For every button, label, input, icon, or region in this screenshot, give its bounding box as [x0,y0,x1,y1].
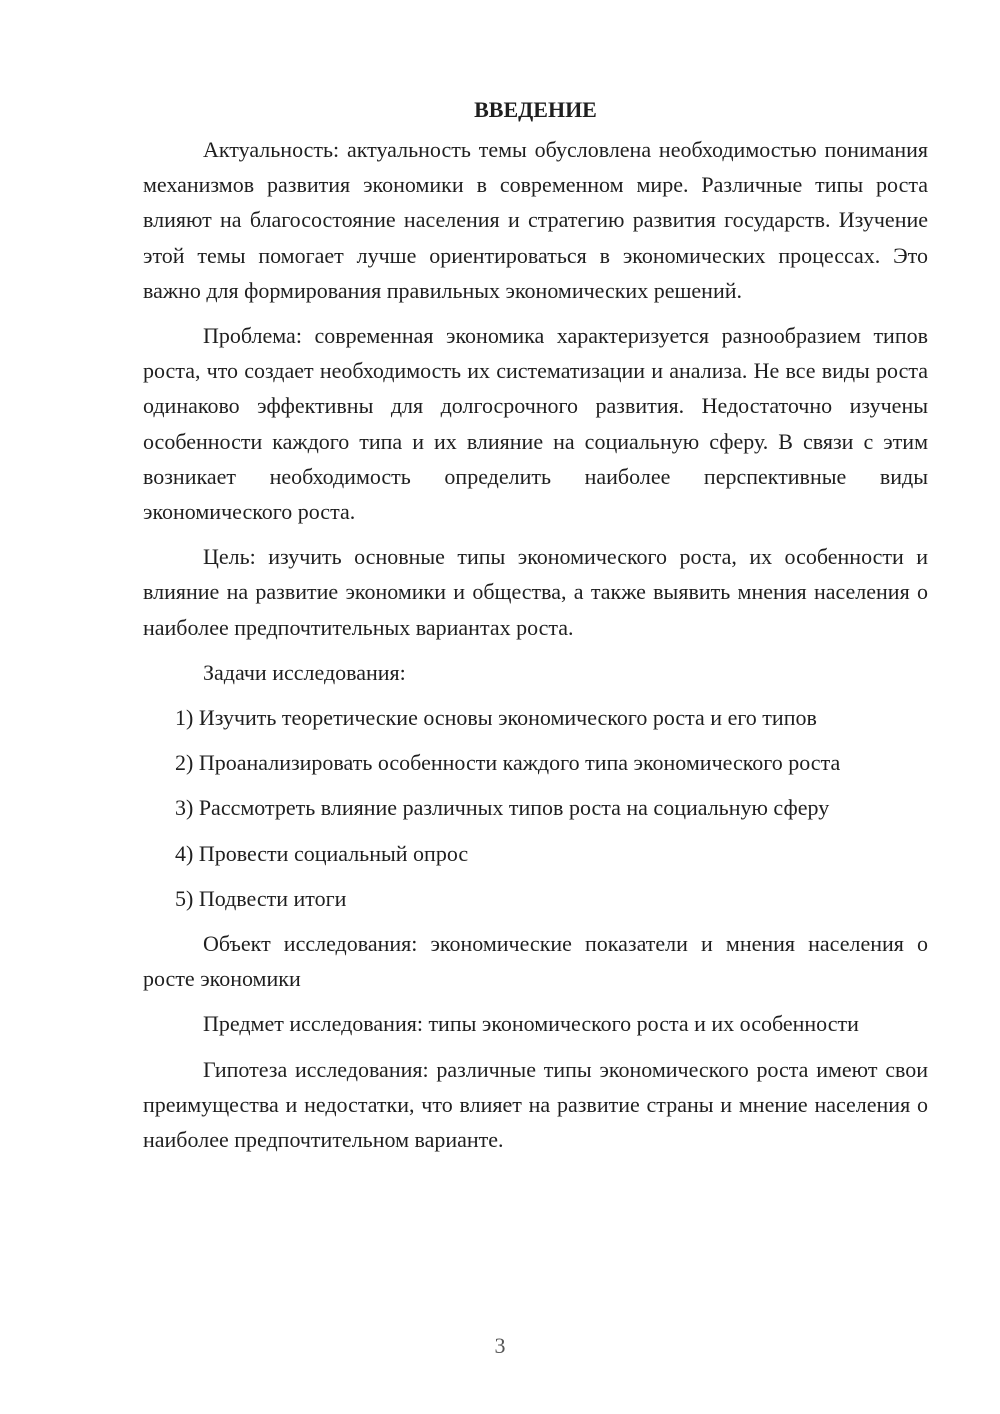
page-number: 3 [494,1333,506,1358]
problem-paragraph: Проблема: современная экономика характеризуется разнообразием типов роста, что создает необходимость их систематизации и анализа. Не все виды роста одинаково эффективны для долгосрочного развития. Недостаточно изучены особенности каждого типа и их влияние на социальную сферу. В связи с этим возникает необходимость определить наиболее перспективные виды экономического роста. [143,323,928,525]
task-item-4: 4) Провести социальный опрос [175,840,469,866]
hypothesis-paragraph: Гипотеза исследования: различные типы экономического роста имеют свои преимущества и недостатки, что влияет на развитие страны и мнение населения о наиболее предпочтительном варианте. [143,1056,928,1153]
document-page [143,92,928,1167]
tasks-heading: Задачи исследования: [203,659,406,685]
relevance-paragraph: Актуальность: актуальность темы обусловлена необходимостью понимания механизмов развития экономики в современном мире. Различные типы роста влияют на благосостояние населения и стратегию развития государств. Изучение этой темы помогает лучше ориентироваться в экономических процессах. Это важно для формирования правильных экономических решений. [143,137,928,303]
task-item-5: 5) Подвести итоги [175,885,347,911]
goal-paragraph: Цель: изучить основные типы экономического роста, их особенности и влияние на развитие экономики и общества, а также выявить мнения населения о наиболее предпочтительных вариантах роста. [143,544,928,640]
subject-paragraph: Предмет исследования: типы экономического роста и их особенности [203,1011,859,1037]
object-paragraph: Объект исследования: экономические показатели и мнения населения о росте экономики [143,931,928,992]
task-item-3: 3) Рассмотреть влияние различных типов роста на социальную сферу [175,795,830,821]
task-item-1: 1) Изучить теоретические основы экономического роста и его типов [175,705,817,731]
task-item-2: 2) Проанализировать особенности каждого типа экономического роста [175,750,841,776]
page-title: ВВЕДЕНИЕ [474,97,597,122]
